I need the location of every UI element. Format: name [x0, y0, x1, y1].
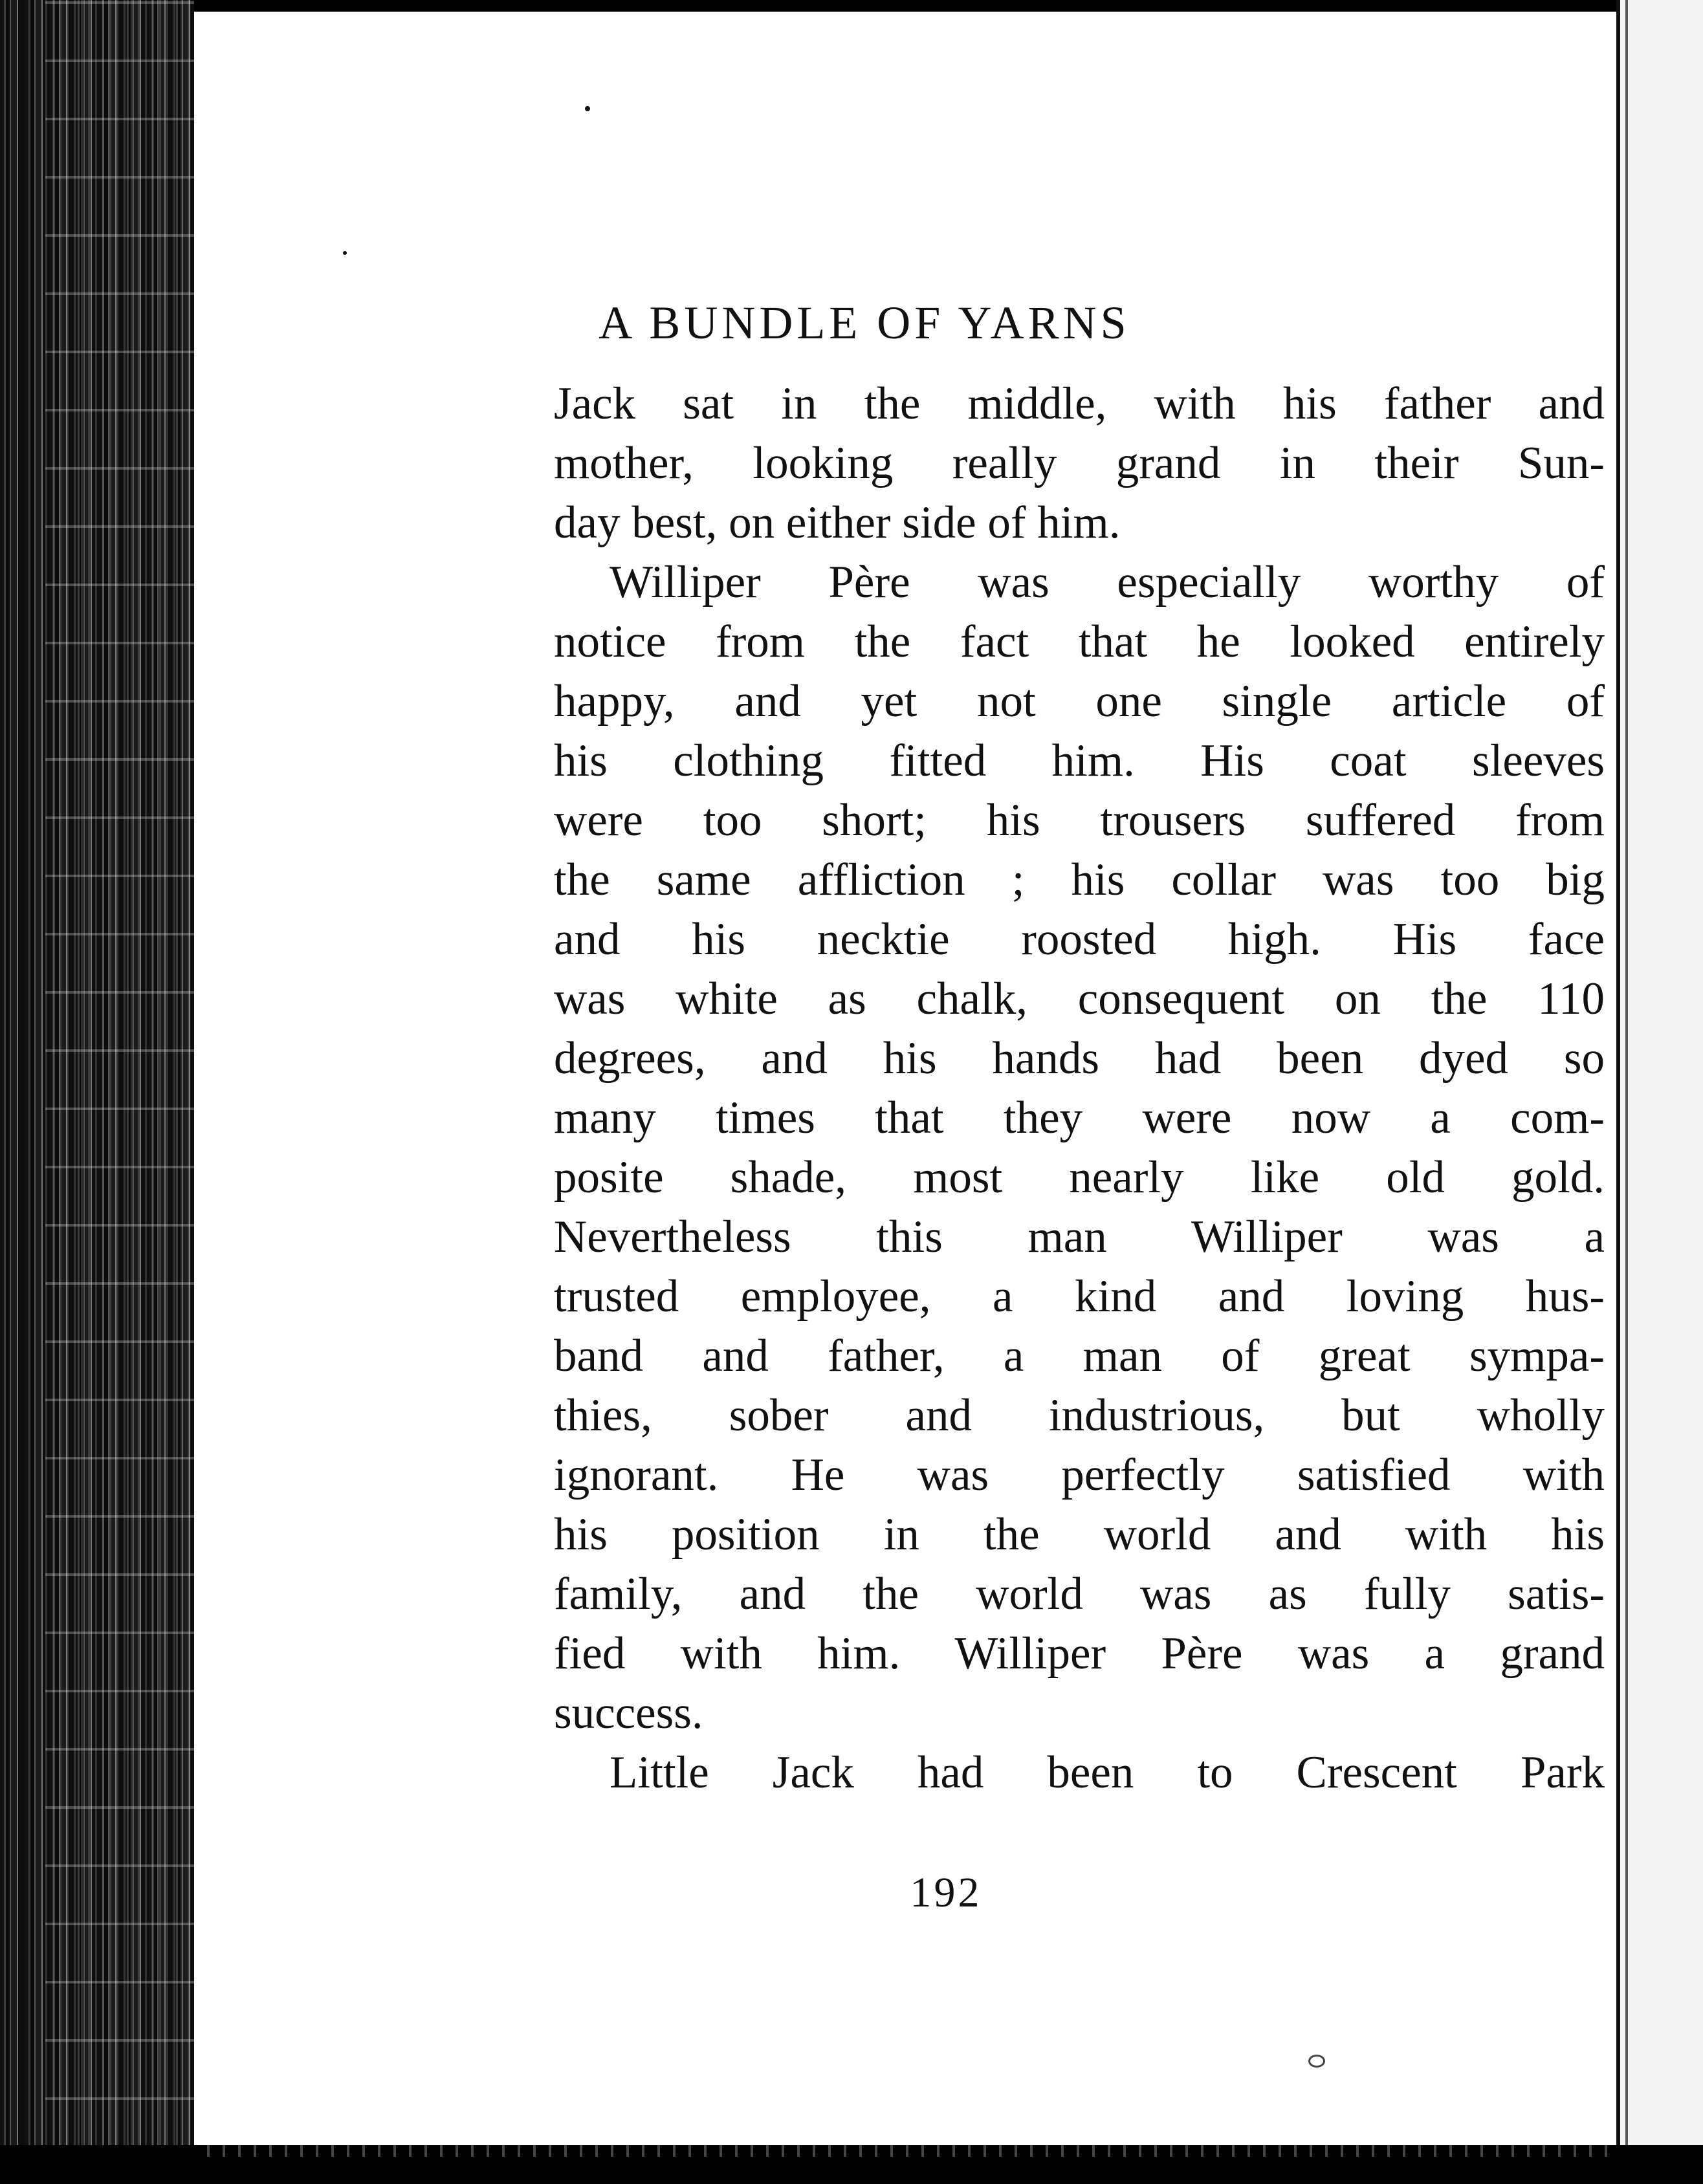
text-line: ignorant. He was perfectly satisfied with	[554, 1450, 1605, 1500]
text-line: day best, on either side of him.	[554, 497, 1121, 548]
text-line: were too short; his trousers suffered from	[554, 795, 1605, 846]
text-line: Williper Père was especially worthy of	[610, 557, 1605, 607]
scan-speck	[343, 251, 347, 255]
text-line: his clothing fitted him. His coat sleeves	[554, 736, 1605, 786]
scan-border-top	[0, 0, 1703, 12]
text-line: band and father, a man of great sympa-	[554, 1331, 1605, 1381]
text-line: Jack sat in the middle, with his father and	[554, 378, 1605, 429]
text-line: happy, and yet not one single article of	[554, 676, 1605, 726]
text-line: his position in the world and with his	[554, 1509, 1605, 1560]
text-line: Little Jack had been to Crescent Park	[610, 1747, 1605, 1798]
text-line: and his necktie roosted high. His face	[554, 914, 1605, 965]
text-line: thies, sober and industrious, but wholly	[554, 1390, 1605, 1441]
scan-speck	[585, 106, 590, 111]
body-text	[554, 374, 1605, 1802]
text-line: Nevertheless this man Williper was a	[554, 1212, 1605, 1262]
text-line: trusted employee, a kind and loving hus-	[554, 1271, 1605, 1322]
text-line: family, and the world was as fully satis-	[554, 1569, 1605, 1619]
running-head: A BUNDLE OF YARNS	[599, 297, 1130, 349]
text-line: fied with him. Williper Père was a grand	[554, 1628, 1605, 1679]
text-line: was white as chalk, consequent on the 110	[554, 974, 1605, 1024]
text-line: degrees, and his hands had been dyed so	[554, 1033, 1605, 1084]
text-line: posite shade, most nearly like old gold.	[554, 1152, 1605, 1203]
text-line: success.	[554, 1688, 703, 1738]
book-page	[194, 12, 1616, 2145]
scan-border-bottom	[0, 2145, 1703, 2184]
text-line: many times that they were now a com-	[554, 1093, 1605, 1143]
text-line: mother, looking really grand in their Sun-	[554, 438, 1605, 488]
text-line: notice from the fact that he looked entirely	[554, 617, 1605, 667]
book-page-edges	[0, 0, 194, 2184]
scan-speck	[1308, 2055, 1325, 2068]
next-page-edge	[1616, 0, 1703, 2184]
text-line: the same affliction ; his collar was too big	[554, 855, 1605, 905]
page-number: 192	[910, 1869, 982, 1916]
